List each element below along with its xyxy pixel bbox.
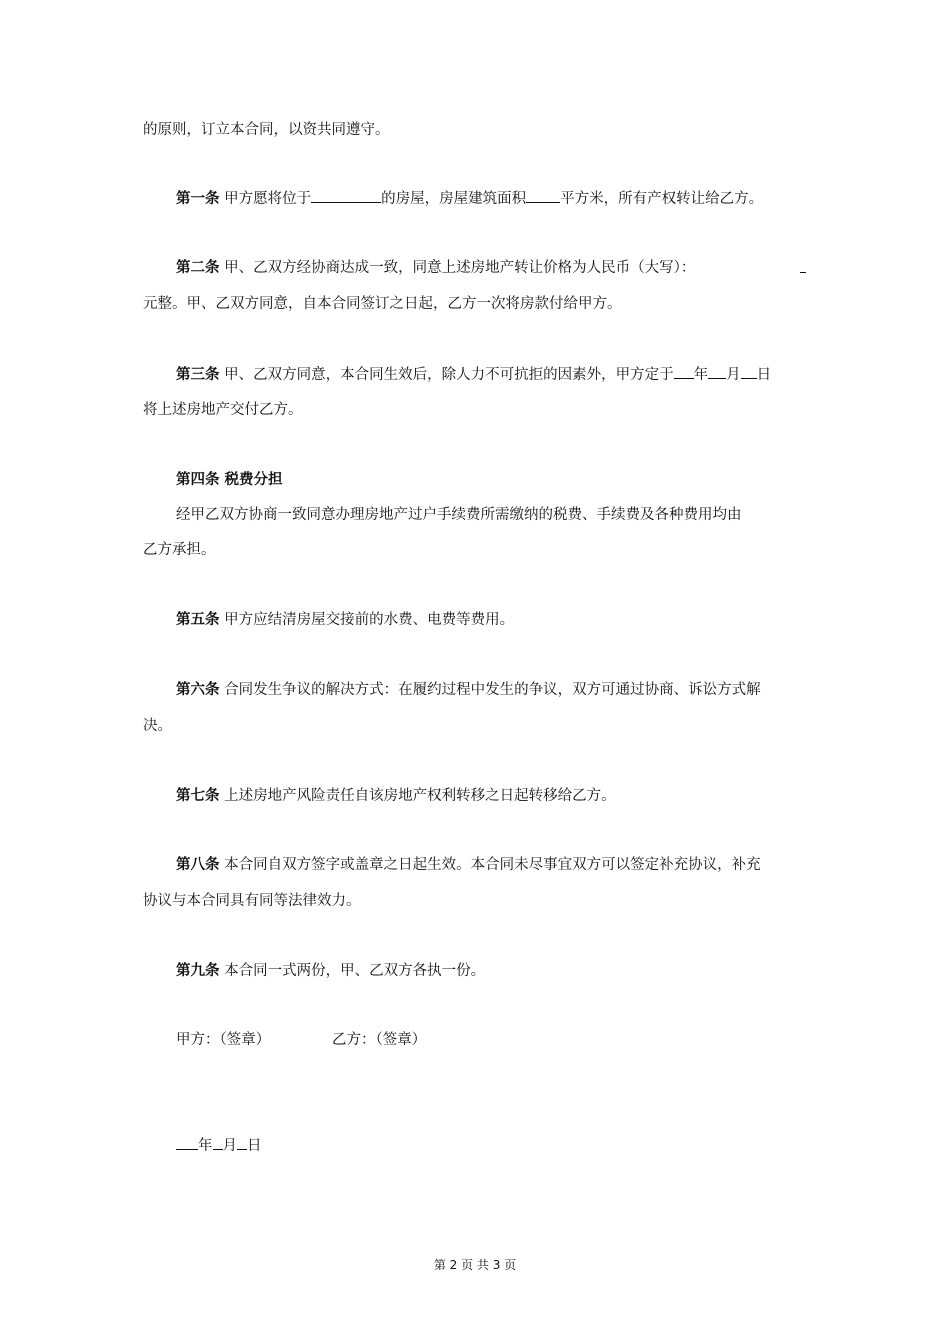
article-3-label: 第三条 bbox=[176, 367, 220, 383]
article-8-line-1 bbox=[176, 855, 761, 875]
price-blank[interactable] bbox=[800, 258, 806, 273]
sign-day-blank[interactable] bbox=[237, 1135, 247, 1150]
signature-party-b: 乙方：（签章） bbox=[332, 1032, 427, 1048]
article-2-text-1: 甲、乙双方经协商达成一致，同意上述房地产转让价格为人民币（大写）： bbox=[224, 260, 696, 276]
sign-year-blank[interactable] bbox=[176, 1135, 198, 1150]
article-9-label: 第九条 bbox=[176, 963, 220, 979]
article-6-line-1 bbox=[176, 680, 761, 700]
article-3-line-2: 将上述房地产交付乙方。 bbox=[143, 402, 303, 418]
article-7 bbox=[176, 786, 616, 806]
delivery-month-blank[interactable] bbox=[708, 364, 726, 379]
sign-day-label: 日 bbox=[247, 1138, 262, 1154]
article-5-label: 第五条 bbox=[176, 612, 220, 628]
article-1-label: 第一条 bbox=[176, 191, 220, 207]
sign-month-blank[interactable] bbox=[213, 1135, 223, 1150]
article-2-line-1 bbox=[176, 258, 806, 278]
article-3-line-1 bbox=[176, 364, 771, 385]
delivery-day-blank[interactable] bbox=[741, 364, 757, 379]
article-1-text-a: 甲方愿将位于 bbox=[224, 191, 312, 207]
article-4-line-2: 乙方承担。 bbox=[143, 542, 216, 558]
article-7-label: 第七条 bbox=[176, 788, 220, 804]
signing-date bbox=[176, 1135, 262, 1156]
article-9 bbox=[176, 961, 485, 981]
article-8-text-1: 本合同自双方签字或盖章之日起生效。本合同未尽事宜双方可以签定补充协议，补充 bbox=[224, 857, 761, 873]
article-9-text: 本合同一式两份，甲、乙双方各执一份。 bbox=[224, 963, 486, 979]
location-blank[interactable] bbox=[311, 188, 381, 203]
article-3-day: 日 bbox=[756, 367, 772, 383]
article-8-line-2: 协议与本合同具有同等法律效力。 bbox=[143, 893, 361, 909]
article-2-line-2: 元整。甲、乙双方同意，自本合同签订之日起，乙方一次将房款付给甲方。 bbox=[143, 296, 622, 312]
article-6-label: 第六条 bbox=[176, 682, 220, 698]
article-4-heading: 第四条 税费分担 bbox=[176, 472, 283, 488]
article-1-text-b: 的房屋，房屋建筑面积 bbox=[381, 191, 527, 207]
preamble-end: 的原则，订立本合同，以资共同遵守。 bbox=[143, 122, 390, 138]
page-footer: 第 2 页 共 3 页 bbox=[433, 1258, 517, 1272]
article-6-line-2: 决。 bbox=[143, 718, 172, 734]
article-3-text-1: 甲、乙双方同意，本合同生效后，除人力不可抗拒的因素外，甲方定于 bbox=[224, 367, 674, 383]
article-5 bbox=[176, 610, 514, 630]
article-7-text: 上述房地产风险责任自该房地产权利转移之日起转移给乙方。 bbox=[224, 788, 616, 804]
article-4-line-1: 经甲乙双方协商一致同意办理房地产过户手续费所需缴纳的税费、手续费及各种费用均由 bbox=[176, 507, 742, 523]
signature-party-a: 甲方：（签章） bbox=[176, 1032, 271, 1048]
article-8-label: 第八条 bbox=[176, 857, 220, 873]
article-1-text-c: 平方米，所有产权转让给乙方。 bbox=[560, 191, 764, 207]
area-blank[interactable] bbox=[526, 188, 560, 203]
article-3-year: 年 bbox=[693, 367, 709, 383]
delivery-year-blank[interactable] bbox=[674, 364, 694, 379]
article-2-label: 第二条 bbox=[176, 260, 220, 276]
article-1 bbox=[176, 188, 763, 209]
article-5-text: 甲方应结清房屋交接前的水费、电费等费用。 bbox=[224, 612, 515, 628]
sign-month-label: 月 bbox=[222, 1138, 237, 1154]
article-3-month: 月 bbox=[726, 367, 741, 383]
sign-year-label: 年 bbox=[198, 1138, 213, 1154]
article-6-text-1: 合同发生争议的解决方式：在履约过程中发生的争议，双方可通过协商、诉讼方式解 bbox=[224, 682, 761, 698]
